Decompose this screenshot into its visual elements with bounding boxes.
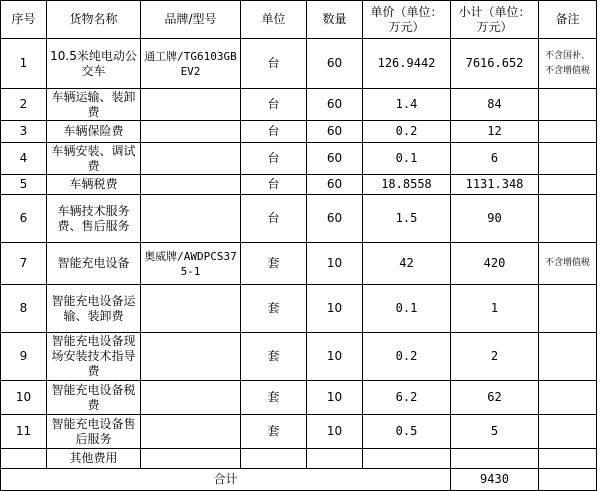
row-unit: 套 xyxy=(241,285,307,333)
row-unit-price: 0.5 xyxy=(363,415,451,449)
row-subtotal: 1131.348 xyxy=(451,175,539,195)
row-remark xyxy=(539,415,597,449)
row-unit: 套 xyxy=(241,415,307,449)
row-no: 3 xyxy=(1,121,47,143)
row-quantity: 60 xyxy=(307,39,363,89)
row-goods-name: 车辆税费 xyxy=(47,175,141,195)
row-goods-name: 10.5米纯电动公交车 xyxy=(47,39,141,89)
row-goods-name: 车辆保险费 xyxy=(47,121,141,143)
row-brand-model xyxy=(141,285,241,333)
row-quantity: 10 xyxy=(307,381,363,415)
row-no: 10 xyxy=(1,381,47,415)
table-row xyxy=(1,39,597,89)
row-unit-price: 126.9442 xyxy=(363,39,451,89)
row-goods-name: 智能充电设备 xyxy=(47,243,141,285)
other-fees-label: 其他费用 xyxy=(47,449,141,469)
row-goods-name: 智能充电设备售后服务 xyxy=(47,415,141,449)
row-unit-price: 6.2 xyxy=(363,381,451,415)
row-remark xyxy=(539,89,597,121)
header-no: 序号 xyxy=(1,1,47,39)
row-goods-name: 车辆技术服务费、售后服务 xyxy=(47,195,141,243)
row-no: 11 xyxy=(1,415,47,449)
header-unit-price: 单价（单位：万元） xyxy=(363,1,451,39)
row-no: 7 xyxy=(1,243,47,285)
header-quantity: 数量 xyxy=(307,1,363,39)
row-brand-model xyxy=(141,143,241,175)
row-unit: 台 xyxy=(241,39,307,89)
table-row xyxy=(1,175,597,195)
header-subtotal: 小计（单位：万元） xyxy=(451,1,539,39)
row-unit: 套 xyxy=(241,381,307,415)
row-quantity: 10 xyxy=(307,333,363,381)
header-brand-model: 品牌/型号 xyxy=(141,1,241,39)
row-goods-name: 智能充电设备税费 xyxy=(47,381,141,415)
row-remark xyxy=(539,381,597,415)
row-unit: 台 xyxy=(241,121,307,143)
row-subtotal: 1 xyxy=(451,285,539,333)
table-row xyxy=(1,121,597,143)
row-unit: 台 xyxy=(241,89,307,121)
table-row xyxy=(1,381,597,415)
row-quantity: 60 xyxy=(307,195,363,243)
row-goods-name: 智能充电设备现场安装技术指导费 xyxy=(47,333,141,381)
row-unit-price: 0.1 xyxy=(363,143,451,175)
row-remark xyxy=(539,333,597,381)
row-remark xyxy=(539,195,597,243)
row-subtotal: 6 xyxy=(451,143,539,175)
table-row xyxy=(1,89,597,121)
row-subtotal: 420 xyxy=(451,243,539,285)
row-unit: 台 xyxy=(241,195,307,243)
row-quantity: 10 xyxy=(307,243,363,285)
row-brand-model xyxy=(141,121,241,143)
row-quantity: 10 xyxy=(307,285,363,333)
row-goods-name: 车辆运输、装卸费 xyxy=(47,89,141,121)
row-brand-model xyxy=(141,333,241,381)
row-subtotal: 2 xyxy=(451,333,539,381)
row-brand-model xyxy=(141,381,241,415)
row-no: 5 xyxy=(1,175,47,195)
row-quantity: 60 xyxy=(307,175,363,195)
table-row xyxy=(1,195,597,243)
row-subtotal: 5 xyxy=(451,415,539,449)
row-remark xyxy=(539,285,597,333)
row-no: 8 xyxy=(1,285,47,333)
row-no: 1 xyxy=(1,39,47,89)
row-subtotal: 84 xyxy=(451,89,539,121)
row-unit-price: 0.2 xyxy=(363,121,451,143)
header-unit: 单位 xyxy=(241,1,307,39)
total-row xyxy=(1,469,597,491)
row-brand-model xyxy=(141,195,241,243)
total-value: 9430 xyxy=(451,469,539,491)
row-remark xyxy=(539,143,597,175)
row-unit-price: 0.2 xyxy=(363,333,451,381)
row-unit-price: 1.4 xyxy=(363,89,451,121)
row-quantity: 60 xyxy=(307,143,363,175)
row-unit: 套 xyxy=(241,333,307,381)
other-fees-row xyxy=(1,449,597,469)
row-remark: 不含国补、不含增值税 xyxy=(539,39,597,89)
row-no: 4 xyxy=(1,143,47,175)
row-goods-name: 车辆安装、调试费 xyxy=(47,143,141,175)
total-label: 合计 xyxy=(1,469,451,491)
row-unit: 套 xyxy=(241,243,307,285)
header-remark: 备注 xyxy=(539,1,597,39)
row-subtotal: 90 xyxy=(451,195,539,243)
table-row xyxy=(1,333,597,381)
table-row xyxy=(1,285,597,333)
row-unit: 台 xyxy=(241,143,307,175)
header-row xyxy=(1,1,597,39)
table-row xyxy=(1,415,597,449)
row-unit-price: 0.1 xyxy=(363,285,451,333)
row-brand-model xyxy=(141,89,241,121)
row-subtotal: 12 xyxy=(451,121,539,143)
row-no: 9 xyxy=(1,333,47,381)
row-quantity: 10 xyxy=(307,415,363,449)
row-unit: 台 xyxy=(241,175,307,195)
row-subtotal: 7616.652 xyxy=(451,39,539,89)
table-row xyxy=(1,243,597,285)
row-no: 2 xyxy=(1,89,47,121)
row-brand-model: 通工牌/TG6103GBEV2 xyxy=(141,39,241,89)
table-row xyxy=(1,143,597,175)
row-unit-price: 18.8558 xyxy=(363,175,451,195)
row-quantity: 60 xyxy=(307,121,363,143)
header-goods-name: 货物名称 xyxy=(47,1,141,39)
row-goods-name: 智能充电设备运输、装卸费 xyxy=(47,285,141,333)
row-remark xyxy=(539,121,597,143)
row-remark: 不含增值税 xyxy=(539,243,597,285)
row-no: 6 xyxy=(1,195,47,243)
row-unit-price: 42 xyxy=(363,243,451,285)
row-brand-model xyxy=(141,415,241,449)
row-brand-model xyxy=(141,175,241,195)
row-brand-model: 奥威牌/AWDPCS375-1 xyxy=(141,243,241,285)
row-quantity: 60 xyxy=(307,89,363,121)
row-unit-price: 1.5 xyxy=(363,195,451,243)
row-subtotal: 62 xyxy=(451,381,539,415)
row-remark xyxy=(539,175,597,195)
